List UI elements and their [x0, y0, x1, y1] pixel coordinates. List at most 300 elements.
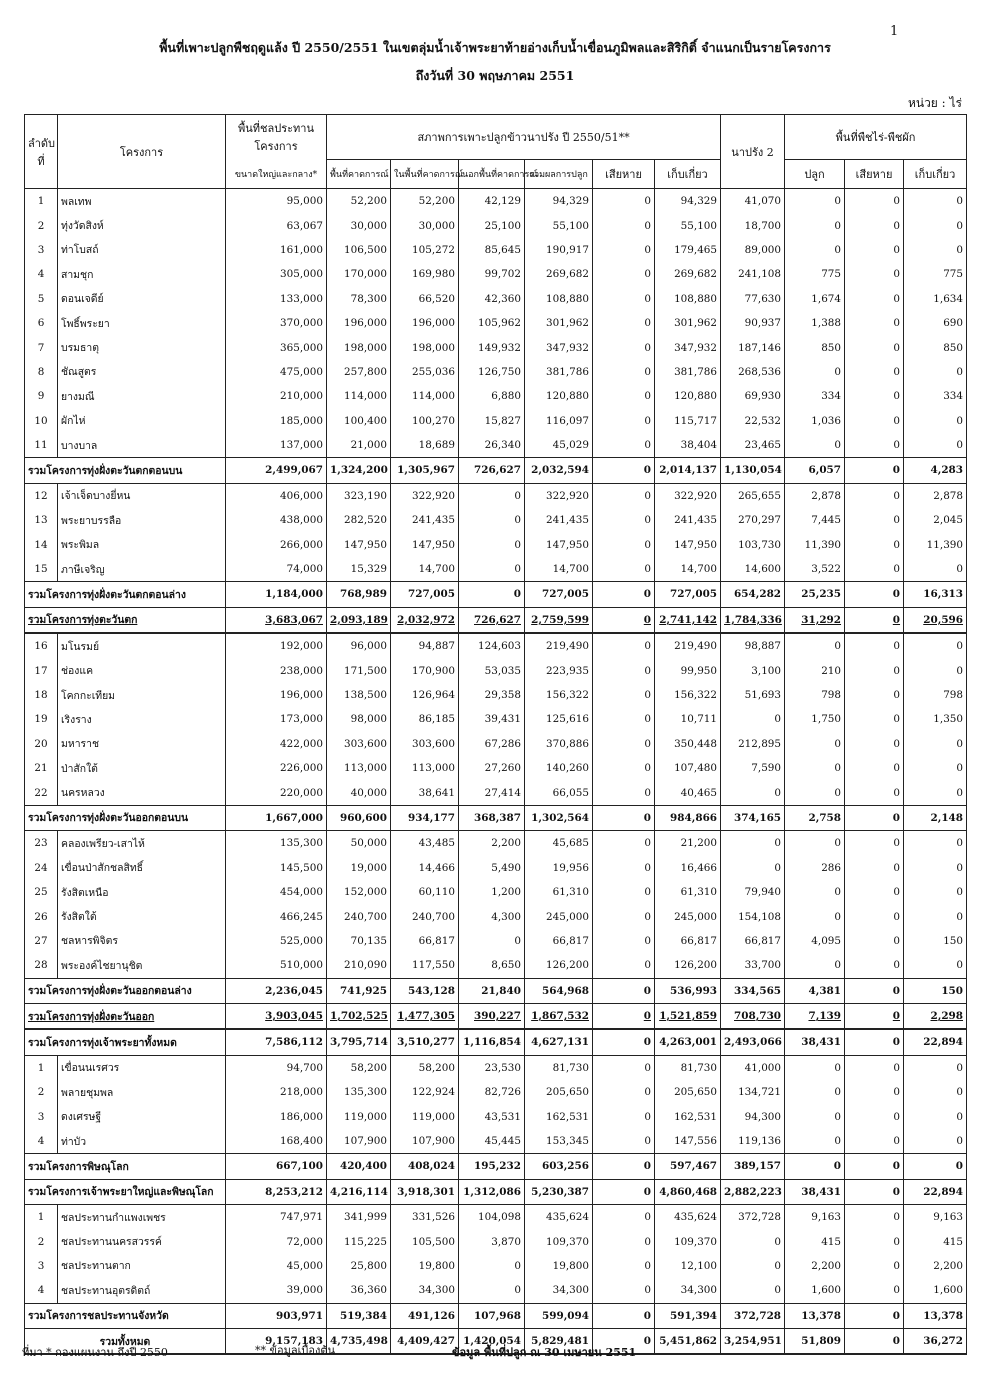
- value-cell: 1,184,000: [226, 582, 327, 607]
- value-cell: 2,200: [785, 1254, 845, 1278]
- header-rice-total: รวมผลการปลูก: [525, 160, 593, 189]
- value-cell: 14,700: [655, 557, 721, 582]
- value-cell: 69,930: [721, 384, 785, 408]
- value-cell: 241,435: [525, 508, 593, 532]
- value-cell: 0: [845, 1080, 904, 1104]
- value-cell: 798: [904, 683, 967, 707]
- value-cell: 0: [593, 683, 655, 707]
- row-number: 18: [25, 683, 58, 707]
- value-cell: 1,674: [785, 287, 845, 311]
- value-cell: 39,431: [459, 707, 525, 731]
- value-cell: 0: [785, 238, 845, 262]
- table-row: [25, 880, 967, 904]
- value-cell: 0: [845, 1029, 904, 1055]
- value-cell: 169,980: [391, 262, 459, 286]
- subtotal-label: รวมโครงการชลประทานจังหวัด: [25, 1303, 226, 1328]
- value-cell: 4,263,001: [655, 1029, 721, 1055]
- value-cell: 0: [593, 1129, 655, 1154]
- table-row: [25, 1278, 967, 1303]
- value-cell: 1,477,305: [391, 1003, 459, 1029]
- value-cell: 0: [904, 658, 967, 682]
- table-row: [25, 483, 967, 508]
- value-cell: 18,689: [391, 433, 459, 458]
- value-cell: 152,000: [327, 880, 391, 904]
- value-cell: 282,520: [327, 508, 391, 532]
- document-subtitle: ถึงวันที่ 30 พฤษภาคม 2551: [415, 68, 575, 83]
- row-number: 4: [25, 1278, 58, 1303]
- value-cell: 454,000: [226, 880, 327, 904]
- value-cell: 109,370: [655, 1229, 721, 1253]
- value-cell: 0: [904, 1129, 967, 1154]
- value-cell: 0: [593, 335, 655, 359]
- planting-area-table: [24, 114, 967, 1355]
- value-cell: 268,536: [721, 360, 785, 384]
- value-cell: 0: [593, 1003, 655, 1029]
- value-cell: 0: [904, 1154, 967, 1179]
- value-cell: 0: [785, 1104, 845, 1128]
- value-cell: 205,650: [655, 1080, 721, 1104]
- value-cell: 18,700: [721, 213, 785, 237]
- value-cell: 0: [593, 1154, 655, 1179]
- value-cell: 1,600: [785, 1278, 845, 1303]
- value-cell: 114,000: [327, 384, 391, 408]
- row-number: 3: [25, 1104, 58, 1128]
- value-cell: 2,093,189: [327, 607, 391, 633]
- value-cell: 119,136: [721, 1129, 785, 1154]
- value-cell: 1,702,525: [327, 1003, 391, 1029]
- value-cell: 61,310: [525, 880, 593, 904]
- value-cell: 390,227: [459, 1003, 525, 1029]
- value-cell: 0: [904, 756, 967, 780]
- project-name: ชลประทานอุตรดิตถ์: [58, 1278, 226, 1303]
- value-cell: 3,903,045: [226, 1003, 327, 1029]
- value-cell: 1,302,564: [525, 805, 593, 830]
- project-name: โคกกะเทียม: [58, 683, 226, 707]
- table-row: [25, 1129, 967, 1154]
- value-cell: 147,556: [655, 1129, 721, 1154]
- row-number: 23: [25, 831, 58, 856]
- value-cell: 0: [785, 213, 845, 237]
- value-cell: 2,014,137: [655, 458, 721, 483]
- value-cell: 113,000: [391, 756, 459, 780]
- value-cell: 406,000: [226, 483, 327, 508]
- table-row: [25, 1055, 967, 1080]
- value-cell: 0: [904, 360, 967, 384]
- value-cell: 43,485: [391, 831, 459, 856]
- value-cell: 210: [785, 658, 845, 682]
- value-cell: 2,758: [785, 805, 845, 830]
- value-cell: 0: [593, 557, 655, 582]
- project-name: พระองค์ไชยานุชิต: [58, 953, 226, 978]
- value-cell: 257,800: [327, 360, 391, 384]
- value-cell: 95,000: [226, 189, 327, 214]
- value-cell: 16,313: [904, 582, 967, 607]
- value-cell: 0: [593, 1303, 655, 1328]
- row-number: 11: [25, 433, 58, 458]
- value-cell: 2,032,972: [391, 607, 459, 633]
- header-irr-area-sub: ขนาดใหญ่และกลาง*: [226, 160, 327, 189]
- value-cell: 0: [593, 508, 655, 532]
- value-cell: 0: [459, 508, 525, 532]
- value-cell: 0: [593, 483, 655, 508]
- value-cell: 599,094: [525, 1303, 593, 1328]
- value-cell: 9,163: [904, 1205, 967, 1230]
- value-cell: 0: [904, 189, 967, 214]
- value-cell: 120,880: [655, 384, 721, 408]
- row-number: 21: [25, 756, 58, 780]
- value-cell: 0: [593, 1229, 655, 1253]
- value-cell: 270,297: [721, 508, 785, 532]
- value-cell: 301,962: [655, 311, 721, 335]
- project-name: ชัณสูตร: [58, 360, 226, 384]
- value-cell: 2,878: [785, 483, 845, 508]
- value-cell: 0: [593, 360, 655, 384]
- value-cell: 0: [593, 1328, 655, 1354]
- value-cell: 51,809: [785, 1328, 845, 1354]
- value-cell: 16,466: [655, 856, 721, 880]
- value-cell: 0: [593, 532, 655, 556]
- value-cell: 491,126: [391, 1303, 459, 1328]
- subtotal-row: [25, 458, 967, 483]
- header-no: ลำดับ ที่: [25, 115, 58, 189]
- value-cell: 1,667,000: [226, 805, 327, 830]
- value-cell: 212,895: [721, 732, 785, 756]
- value-cell: 708,730: [721, 1003, 785, 1029]
- value-cell: 422,000: [226, 732, 327, 756]
- value-cell: 153,345: [525, 1129, 593, 1154]
- value-cell: 14,600: [721, 557, 785, 582]
- value-cell: 0: [593, 904, 655, 928]
- value-cell: 156,322: [655, 683, 721, 707]
- project-name: ยางมณี: [58, 384, 226, 408]
- row-number: 1: [25, 189, 58, 214]
- value-cell: 21,840: [459, 978, 525, 1003]
- value-cell: 347,932: [655, 335, 721, 359]
- value-cell: 269,682: [655, 262, 721, 286]
- value-cell: 0: [593, 384, 655, 408]
- value-cell: 4,283: [904, 458, 967, 483]
- value-cell: 741,925: [327, 978, 391, 1003]
- table-row: [25, 929, 967, 953]
- value-cell: 0: [459, 582, 525, 607]
- subtotal-row: [25, 1303, 967, 1328]
- value-cell: 0: [785, 780, 845, 805]
- value-cell: 984,866: [655, 805, 721, 830]
- table-row: [25, 1104, 967, 1128]
- value-cell: 0: [845, 1328, 904, 1354]
- value-cell: 727,005: [391, 582, 459, 607]
- value-cell: 99,950: [655, 658, 721, 682]
- value-cell: 0: [904, 780, 967, 805]
- value-cell: 9,157,183: [226, 1328, 327, 1354]
- value-cell: 210,000: [226, 384, 327, 408]
- value-cell: 1,200: [459, 880, 525, 904]
- value-cell: 1,388: [785, 311, 845, 335]
- value-cell: 3,100: [721, 658, 785, 682]
- value-cell: 94,700: [226, 1055, 327, 1080]
- value-cell: 104,098: [459, 1205, 525, 1230]
- value-cell: 198,000: [391, 335, 459, 359]
- value-cell: 106,500: [327, 238, 391, 262]
- value-cell: 14,700: [391, 557, 459, 582]
- row-number: 26: [25, 904, 58, 928]
- header-rice-in: ในพื้นที่คาดการณ์: [391, 160, 459, 189]
- value-cell: 156,322: [525, 683, 593, 707]
- value-cell: 0: [845, 483, 904, 508]
- value-cell: 40,465: [655, 780, 721, 805]
- table-row: [25, 1080, 967, 1104]
- value-cell: 67,286: [459, 732, 525, 756]
- value-cell: 726,627: [459, 607, 525, 633]
- value-cell: 145,500: [226, 856, 327, 880]
- value-cell: 58,200: [391, 1055, 459, 1080]
- value-cell: 126,200: [655, 953, 721, 978]
- project-name: ภาษีเจริญ: [58, 557, 226, 582]
- value-cell: 11,390: [904, 532, 967, 556]
- value-cell: 0: [845, 707, 904, 731]
- value-cell: 107,900: [327, 1129, 391, 1154]
- value-cell: 2,741,142: [655, 607, 721, 633]
- value-cell: 39,000: [226, 1278, 327, 1303]
- value-cell: 0: [845, 384, 904, 408]
- project-name: ดอนเจดีย์: [58, 287, 226, 311]
- table-row: [25, 831, 967, 856]
- value-cell: 43,531: [459, 1104, 525, 1128]
- value-cell: 117,550: [391, 953, 459, 978]
- document-title: พื้นที่เพาะปลูกพืชฤดูแล้ง ปี 2550/2551 ในเขตลุ่มน้ำเจ้าพระยาท้ายอ่างเก็บน้ำเขื่อนภูมิพลและสิริกิติ์ จำแนกเป็นรายโครงการ: [159, 40, 831, 55]
- value-cell: 0: [593, 1055, 655, 1080]
- value-cell: 125,616: [525, 707, 593, 731]
- value-cell: 119,000: [327, 1104, 391, 1128]
- value-cell: 98,000: [327, 707, 391, 731]
- value-cell: 372,728: [721, 1205, 785, 1230]
- subtotal-row: [25, 582, 967, 607]
- value-cell: 0: [845, 508, 904, 532]
- table-row: [25, 287, 967, 311]
- value-cell: 374,165: [721, 805, 785, 830]
- value-cell: 7,445: [785, 508, 845, 532]
- value-cell: 122,924: [391, 1080, 459, 1104]
- table-row: [25, 433, 967, 458]
- value-cell: 36,360: [327, 1278, 391, 1303]
- subtotal-row: [25, 978, 967, 1003]
- value-cell: 81,730: [655, 1055, 721, 1080]
- value-cell: 2,759,599: [525, 607, 593, 633]
- value-cell: 0: [593, 1179, 655, 1204]
- value-cell: 0: [459, 929, 525, 953]
- value-cell: 1,312,086: [459, 1179, 525, 1204]
- value-cell: 162,531: [525, 1104, 593, 1128]
- value-cell: 0: [593, 238, 655, 262]
- value-cell: 205,650: [525, 1080, 593, 1104]
- row-number: 7: [25, 335, 58, 359]
- value-cell: 27,414: [459, 780, 525, 805]
- table-row: [25, 557, 967, 582]
- header-field-loss: เสียหาย: [845, 160, 904, 189]
- row-number: 13: [25, 508, 58, 532]
- row-number: 9: [25, 384, 58, 408]
- subtotal-label: รวมโครงการทุ่งฝั่งตะวันออก: [25, 1003, 226, 1029]
- value-cell: 726,627: [459, 458, 525, 483]
- project-name: นครหลวง: [58, 780, 226, 805]
- value-cell: 196,000: [327, 311, 391, 335]
- value-cell: 0: [845, 213, 904, 237]
- value-cell: 23,530: [459, 1055, 525, 1080]
- value-cell: 370,886: [525, 732, 593, 756]
- value-cell: 140,260: [525, 756, 593, 780]
- value-cell: 0: [845, 780, 904, 805]
- value-cell: 0: [721, 831, 785, 856]
- subtotal-label: รวมโครงการทุ่งฝั่งตะวันออกตอนบน: [25, 805, 226, 830]
- table-row: [25, 904, 967, 928]
- value-cell: 5,829,481: [525, 1328, 593, 1354]
- value-cell: 51,693: [721, 683, 785, 707]
- value-cell: 245,000: [655, 904, 721, 928]
- value-cell: 218,000: [226, 1080, 327, 1104]
- value-cell: 86,185: [391, 707, 459, 731]
- value-cell: 192,000: [226, 633, 327, 658]
- table-row: [25, 780, 967, 805]
- value-cell: 4,409,427: [391, 1328, 459, 1354]
- value-cell: 94,329: [525, 189, 593, 214]
- value-cell: 408,024: [391, 1154, 459, 1179]
- value-cell: 1,350: [904, 707, 967, 731]
- value-cell: 4,216,114: [327, 1179, 391, 1204]
- value-cell: 6,880: [459, 384, 525, 408]
- value-cell: 0: [845, 1278, 904, 1303]
- value-cell: 0: [593, 458, 655, 483]
- row-number: 2: [25, 1080, 58, 1104]
- value-cell: 0: [845, 433, 904, 458]
- value-cell: 0: [845, 1205, 904, 1230]
- value-cell: 135,300: [327, 1080, 391, 1104]
- value-cell: 415: [904, 1229, 967, 1253]
- value-cell: 0: [593, 929, 655, 953]
- value-cell: 0: [785, 880, 845, 904]
- value-cell: 0: [904, 213, 967, 237]
- value-cell: 0: [459, 557, 525, 582]
- value-cell: 415: [785, 1229, 845, 1253]
- value-cell: 303,600: [327, 732, 391, 756]
- row-number: 20: [25, 732, 58, 756]
- value-cell: 126,200: [525, 953, 593, 978]
- value-cell: 0: [845, 1254, 904, 1278]
- value-cell: 5,230,387: [525, 1179, 593, 1204]
- value-cell: 61,310: [655, 880, 721, 904]
- row-number: 1: [25, 1205, 58, 1230]
- value-cell: 41,070: [721, 189, 785, 214]
- value-cell: 23,465: [721, 433, 785, 458]
- value-cell: 372,728: [721, 1303, 785, 1328]
- subtotal-label: รวมโครงการทุ่งตะวันตก: [25, 607, 226, 633]
- value-cell: 365,000: [226, 335, 327, 359]
- project-name: ดงเศรษฐี: [58, 1104, 226, 1128]
- table-row: [25, 360, 967, 384]
- value-cell: 137,000: [226, 433, 327, 458]
- value-cell: 45,685: [525, 831, 593, 856]
- value-cell: 186,000: [226, 1104, 327, 1128]
- value-cell: 0: [593, 433, 655, 458]
- value-cell: 149,932: [459, 335, 525, 359]
- value-cell: 19,800: [391, 1254, 459, 1278]
- value-cell: 255,036: [391, 360, 459, 384]
- value-cell: 798: [785, 683, 845, 707]
- value-cell: 53,035: [459, 658, 525, 682]
- value-cell: 210,090: [327, 953, 391, 978]
- value-cell: 0: [785, 732, 845, 756]
- value-cell: 2,045: [904, 508, 967, 532]
- row-number: 28: [25, 953, 58, 978]
- table-row: [25, 1205, 967, 1230]
- header-rice-group: สภาพการเพาะปลูกข้าวนาปรัง ปี 2550/51**: [327, 115, 721, 160]
- value-cell: 219,490: [655, 633, 721, 658]
- value-cell: 597,467: [655, 1154, 721, 1179]
- value-cell: 150: [904, 978, 967, 1003]
- value-cell: 98,887: [721, 633, 785, 658]
- value-cell: 1,420,054: [459, 1328, 525, 1354]
- value-cell: 0: [721, 707, 785, 731]
- value-cell: 2,236,045: [226, 978, 327, 1003]
- value-cell: 0: [785, 433, 845, 458]
- value-cell: 41,000: [721, 1055, 785, 1080]
- value-cell: 525,000: [226, 929, 327, 953]
- value-cell: 58,200: [327, 1055, 391, 1080]
- value-cell: 0: [785, 360, 845, 384]
- table-row: [25, 189, 967, 214]
- value-cell: 45,000: [226, 1254, 327, 1278]
- value-cell: 0: [785, 756, 845, 780]
- value-cell: 105,962: [459, 311, 525, 335]
- value-cell: 99,702: [459, 262, 525, 286]
- value-cell: 107,968: [459, 1303, 525, 1328]
- value-cell: 1,634: [904, 287, 967, 311]
- value-cell: 0: [845, 1179, 904, 1204]
- value-cell: 303,600: [391, 732, 459, 756]
- value-cell: 1,867,532: [525, 1003, 593, 1029]
- value-cell: 105,500: [391, 1229, 459, 1253]
- table-row: [25, 532, 967, 556]
- value-cell: 147,950: [525, 532, 593, 556]
- value-cell: 7,139: [785, 1003, 845, 1029]
- value-cell: 19,000: [327, 856, 391, 880]
- value-cell: 13,378: [785, 1303, 845, 1328]
- value-cell: 185,000: [226, 409, 327, 433]
- table-row: [25, 732, 967, 756]
- value-cell: 0: [593, 1080, 655, 1104]
- row-number: 15: [25, 557, 58, 582]
- table-row: [25, 756, 967, 780]
- value-cell: 0: [845, 904, 904, 928]
- subtotal-label: รวมโครงการเจ้าพระยาใหญ่และพิษณุโลก: [25, 1179, 226, 1204]
- value-cell: 0: [845, 458, 904, 483]
- value-cell: 0: [845, 953, 904, 978]
- row-number: 17: [25, 658, 58, 682]
- value-cell: 154,108: [721, 904, 785, 928]
- value-cell: 107,480: [655, 756, 721, 780]
- value-cell: 173,000: [226, 707, 327, 731]
- value-cell: 0: [785, 1055, 845, 1080]
- project-name: สามชุก: [58, 262, 226, 286]
- value-cell: 113,000: [327, 756, 391, 780]
- value-cell: 0: [785, 1080, 845, 1104]
- project-name: ชลหารพิจิตร: [58, 929, 226, 953]
- value-cell: 115,717: [655, 409, 721, 433]
- value-cell: 38,641: [391, 780, 459, 805]
- value-cell: 727,005: [525, 582, 593, 607]
- project-name: ป่าสักใต้: [58, 756, 226, 780]
- value-cell: 0: [845, 238, 904, 262]
- value-cell: 19,800: [525, 1254, 593, 1278]
